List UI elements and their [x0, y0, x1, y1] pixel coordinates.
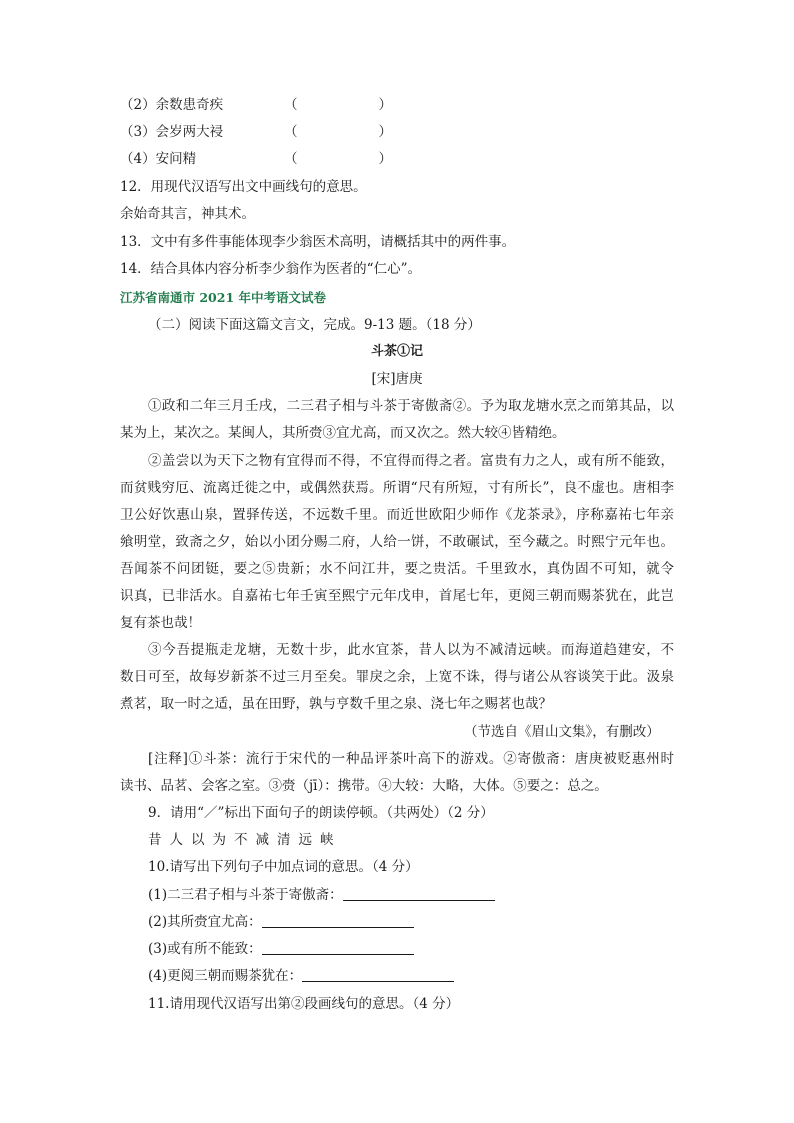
paragraph-2-line-5: 吾闻茶不问团铤，要之⑤贵新；水不问江井，要之贵活。千里致水，真伪固不可知，就令 [120, 561, 674, 577]
notes-line-1: [注释]①斗茶：流行于宋代的一种品评茶叶高下的游戏。②寄傲斋：唐庚被贬惠州时 [148, 751, 674, 767]
question-10-item-1-text: (1)二三君子相与斗茶于寄傲斋： [148, 887, 343, 903]
passage-title: 斗茶①记 [370, 344, 423, 359]
question-10: 10.请写出下列句子中加点词的意思。（4 分） [148, 859, 419, 875]
question-10-item-4 [148, 967, 454, 985]
question-9-sentence: 昔人以为不减清远峡 [148, 832, 342, 848]
question-10-item-1 [148, 886, 495, 904]
answer-blank-1[interactable] [343, 886, 495, 901]
citation: （节选自《眉山文集》，有删改） [464, 724, 660, 740]
source-heading: 江苏省南通市 2021 年中考语文试卷 [120, 290, 326, 305]
paragraph-2-line-7: 复有茶也哉！ [120, 615, 201, 631]
question-11: 11.请用现代汉语写出第②段画线句的意思。（4 分） [148, 996, 460, 1012]
question-13: 13．文中有多件事能体现李少翁医术高明，请概括其中的两件事。 [120, 234, 516, 250]
section-intro: （二）阅读下面这篇文言文，完成。9-13 题。（18 分） [148, 317, 481, 333]
passage-author: [宋]唐庚 [371, 371, 423, 387]
paragraph-1-line-2: 某为上，某次之。某闽人，其所赍③宜尤高，而又次之。然大较④皆精绝。 [120, 425, 566, 441]
paragraph-3-line-2: 数日可至，故每岁新茶不过三月至矣。罪戾之余，上宽不诛，得与诸公从容谈笑于此。汲泉 [120, 669, 674, 685]
question-12-sentence: 余始奇其言，神其术。 [120, 206, 255, 222]
answer-blank-4[interactable] [302, 967, 454, 982]
item-2-label: （2）余数患奇疾 [120, 97, 224, 113]
paragraph-1-line-1: ①政和二年三月壬戌，二三君子相与斗茶于寄傲斋②。予为取龙塘水烹之而第其品，以 [148, 398, 674, 414]
question-12: 12．用现代汉语写出文中画线句的意思。 [120, 179, 367, 195]
paragraph-3-line-3: 煮茗，取一时之适，虽在田野，孰与亨数千里之泉、浇七年之赐茗也哉？ [120, 696, 552, 712]
item-3-answer-paren: （ ） [284, 124, 392, 140]
paragraph-2-line-2: 而贫贱穷厄、流离迁徙之中，或偶然获焉。所谓“尺有所短，寸有所长”，良不虚也。唐相李 [120, 480, 674, 496]
answer-blank-2[interactable] [262, 913, 414, 928]
question-10-item-2-text: (2)其所赍宜尤高： [148, 914, 262, 930]
item-4-answer-paren: （ ） [284, 151, 392, 167]
paragraph-2-line-6: 识真，已非活水。自嘉祐七年壬寅至熙宁元年戊申，首尾七年，更阅三朝而赐茶犹在，此岂 [120, 588, 674, 604]
item-3-label: （3）会岁两大祲 [120, 124, 224, 140]
question-9: 9．请用“／”标出下面句子的朗读停顿。（共两处）（2 分） [148, 805, 494, 821]
question-10-item-4-text: (4)更阅三朝而赐茶犹在： [148, 968, 303, 984]
item-4-label: （4）安问精 [120, 151, 197, 167]
paragraph-3-line-1: ③今吾提瓶走龙塘，无数十步，此水宜茶，昔人以为不减清远峡。而海道趋建安，不 [148, 642, 674, 658]
item-2-answer-paren: （ ） [284, 97, 392, 113]
question-10-item-2 [148, 913, 414, 931]
paragraph-2-line-3: 卫公好饮惠山泉，置驿传送，不远数千里。而近世欧阳少师作《龙茶录》，序称嘉祐七年亲 [120, 507, 674, 523]
notes-line-2: 读书、品茗、会客之室。③赍（jī）：携带。④大较：大略，大体。⑤要之：总之。 [120, 778, 608, 794]
question-10-item-3 [148, 940, 414, 958]
answer-blank-3[interactable] [262, 940, 414, 955]
question-14: 14．结合具体内容分析李少翁作为医者的“仁心”。 [120, 261, 421, 277]
paragraph-2-line-4: 飨明堂，致斋之夕，始以小团分赐二府，人给一饼，不敢碾试，至今藏之。时熙宁元年也。 [120, 534, 674, 550]
question-10-item-3-text: (3)或有所不能致： [148, 941, 262, 957]
paragraph-2-line-1: ②盖尝以为天下之物有宜得而不得，不宜得而得之者。富贵有力之人，或有所不能致， [148, 453, 674, 469]
